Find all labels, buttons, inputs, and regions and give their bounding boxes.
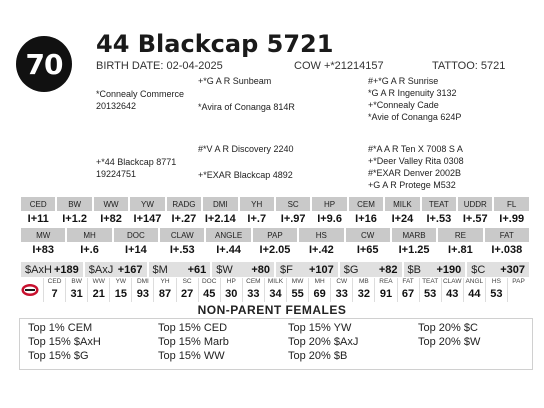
- epd-header: DMI: [203, 197, 237, 211]
- ranking-item: Top 20% $W: [418, 336, 481, 348]
- epd-header: CED: [21, 197, 55, 211]
- dam-dam: +*EXAR Blackcap 4892: [198, 170, 293, 180]
- animal-name: 44 Blackcap 5721: [96, 30, 334, 58]
- sire-dam: *Avira of Conanga 814R: [198, 102, 295, 112]
- epd-value: I+.27: [167, 211, 201, 226]
- epd-header: HS: [299, 228, 343, 242]
- epd-header: FL: [494, 197, 528, 211]
- ranking-item: Top 1% CEM: [28, 322, 93, 334]
- epd-header: MARB: [392, 228, 436, 242]
- epd-value: I+.99: [494, 211, 528, 226]
- ranking-item: Top 20% $B: [288, 350, 348, 362]
- dollar-index: $W +80: [212, 262, 274, 277]
- epd-value: I+82: [94, 211, 128, 226]
- epd-header: MW: [21, 228, 65, 242]
- dollar-index: $F +107: [276, 262, 338, 277]
- ranking-item: Top 15% CED: [158, 322, 228, 334]
- epd-value: I+.7: [240, 211, 274, 226]
- ranking-item: [418, 350, 528, 364]
- epd-row2-headers: [21, 228, 529, 242]
- epd-value: I+.6: [67, 242, 111, 257]
- epd-header: CW: [346, 228, 390, 242]
- epd-value: I+.97: [276, 211, 310, 226]
- epd-header: YW: [130, 197, 164, 211]
- cow-id: COW +*21214157: [294, 60, 384, 72]
- epd-value: I+.53: [160, 242, 204, 257]
- epd-header: PAP: [253, 228, 297, 242]
- dollar-index: $AxH +189: [21, 262, 83, 277]
- epd-value: I+9.6: [312, 211, 346, 226]
- epd-header: CEM: [349, 197, 383, 211]
- epd-header: RE: [438, 228, 482, 242]
- percentile-headers: CED BW WW YW DMI YH SC DOC HP CEM MILK MW MH CW MB REA FAT TEAT CLAW ANGL HS PAP: [43, 278, 529, 288]
- epd-row1-values: [21, 211, 529, 226]
- epd-value: I+1.25: [392, 242, 436, 257]
- tattoo: TATTOO: 5721: [432, 60, 506, 72]
- epd-value: I+11: [21, 211, 55, 226]
- dollar-index: $C +307: [467, 262, 529, 277]
- non-parent-title: NON-PARENT FEMALES: [197, 303, 347, 317]
- epd-header: DOC: [114, 228, 158, 242]
- lot-number: 70: [25, 47, 63, 81]
- ranking-item: Top 15% WW: [158, 350, 225, 362]
- angus-logo-icon: [21, 281, 39, 299]
- epd-value: I+.57: [458, 211, 492, 226]
- dollar-index: $G +82: [340, 262, 402, 277]
- dam-grandparents: #*A A R Ten X 7008 S A +*Deer Valley Rita 0308 #*EXAR Denver 2002B +G A R Protege M532: [368, 144, 464, 190]
- ranking-item: Top 20% $C: [418, 322, 478, 334]
- epd-header: CLAW: [160, 228, 204, 242]
- epd-value: I+.44: [206, 242, 250, 257]
- dollar-index: $M +61: [149, 262, 211, 277]
- epd-row2-values: [21, 242, 529, 257]
- percentile-values: 7 31 21 15 93 87 27 45 30 33 34 55 69 33 32 91 67 53 43 44 53: [43, 288, 529, 302]
- epd-header: BW: [57, 197, 91, 211]
- ranking-item: Top 15% $AxH: [28, 336, 101, 348]
- epd-header: YH: [240, 197, 274, 211]
- dollar-indexes: [21, 262, 529, 277]
- epd-value: I+16: [349, 211, 383, 226]
- epd-header: WW: [94, 197, 128, 211]
- epd-value: I+147: [130, 211, 164, 226]
- epd-header: SC: [276, 197, 310, 211]
- sire-grandparents: #+*G A R Sunrise *G A R Ingenuity 3132 +*Connealy Cade *Avie of Conanga 624P: [368, 76, 462, 122]
- dam-name: +*44 Blackcap 8771 19224751: [96, 157, 177, 179]
- sire-name: *Connealy Commerce 20132642: [96, 89, 185, 111]
- epd-header: MILK: [385, 197, 419, 211]
- non-parent-list: [28, 322, 528, 364]
- dam-sire: #*V A R Discovery 2240: [198, 144, 294, 154]
- epd-value: I+1.2: [57, 211, 91, 226]
- ranking-item: Top 15% Marb: [158, 336, 229, 348]
- epd-header: MH: [67, 228, 111, 242]
- epd-value: I+24: [385, 211, 419, 226]
- epd-value: I+.42: [299, 242, 343, 257]
- ranking-item: Top 20% $AxJ: [288, 336, 359, 348]
- epd-value: I+83: [21, 242, 65, 257]
- epd-value: I+2.14: [204, 212, 236, 225]
- epd-header: RADG: [167, 197, 201, 211]
- epd-table: [21, 197, 529, 259]
- ranking-item: Top 15% YW: [288, 322, 352, 334]
- dollar-index: $B +190: [404, 262, 466, 277]
- epd-value: I+2.05: [253, 242, 297, 257]
- epd-header: HP: [312, 197, 346, 211]
- epd-header: UDDR: [458, 197, 492, 211]
- birth-date: BIRTH DATE: 02-04-2025: [96, 60, 223, 72]
- non-parent-box: [19, 318, 533, 370]
- epd-value: I+.81: [438, 242, 482, 257]
- epd-value: I+.53: [422, 211, 456, 226]
- dollar-index: $AxJ +167: [85, 262, 147, 277]
- epd-header: ANGLE: [206, 228, 250, 242]
- epd-value: I+14: [114, 242, 158, 257]
- ranking-item: Top 15% $G: [28, 350, 89, 362]
- epd-header: FAT: [485, 228, 529, 242]
- epd-header: TEAT: [422, 197, 456, 211]
- sire-sire: +*G A R Sunbeam: [198, 76, 272, 86]
- lot-number-badge: [16, 36, 72, 92]
- epd-value: I+65: [346, 242, 390, 257]
- epd-value: I+.038: [485, 242, 529, 257]
- epd-row1-headers: [21, 197, 529, 211]
